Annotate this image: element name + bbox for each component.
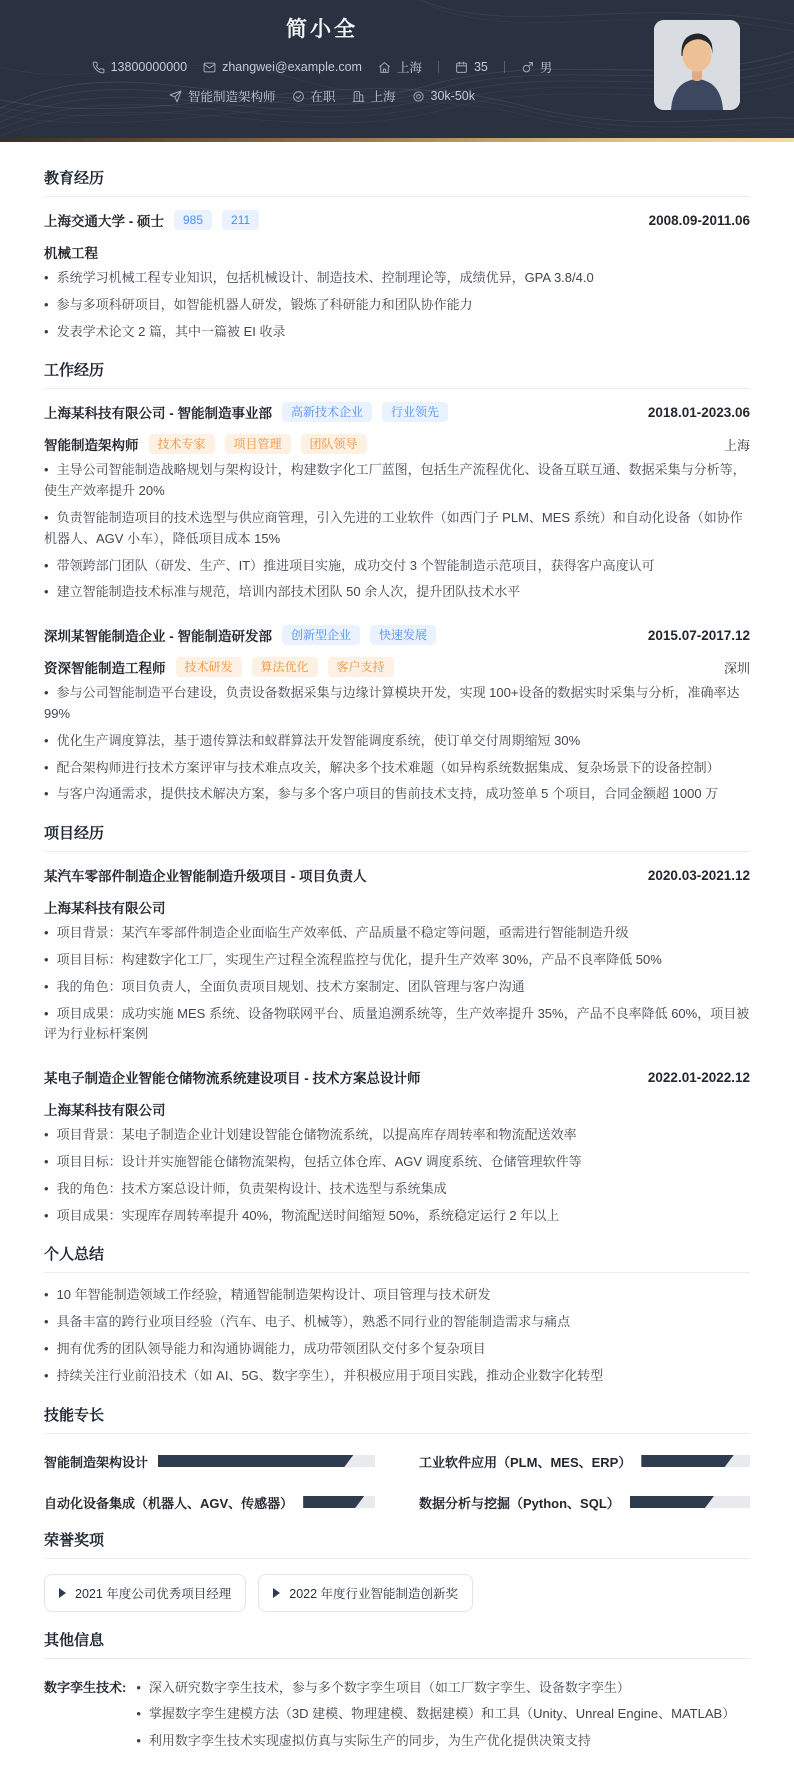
company-badge: 创新型企业 [282,625,360,645]
gender-value: 男 [539,61,553,75]
play-icon [273,1588,280,1598]
summary-bullet: • 拥有优秀的团队领导能力和沟通协调能力，成功带领团队交付多个复杂项目 [44,1339,750,1360]
section-title-education: 教育经历 [44,170,750,197]
work-city-value: 上海 [370,90,396,104]
project-company: 上海某科技有限公司 [44,901,166,917]
contact-separator [504,61,505,73]
major: 机械工程 [44,246,98,261]
job-intention [169,87,276,105]
building-icon [352,90,365,103]
honor-badge [258,1574,473,1612]
job-status [292,87,336,105]
education-bullet: • 系统学习机械工程专业知识，包括机械设计、制造技术、控制理论等，成绩优异，GPA 3.8/4.0 [44,268,750,289]
gender-icon [521,61,534,74]
skill-label: 智能制造架构设计 [44,1454,149,1470]
education-bullet: • 参与多项科研项目，如智能机器人研发，锻炼了科研能力和团队协作能力 [44,295,750,316]
contact-email [203,60,362,74]
work-bullet: • 优化生产调度算法，基于遗传算法和蚁群算法开发智能调度系统，使订单交付周期缩短 30% [44,731,750,752]
contact-phone [92,60,187,74]
work-bullet: • 参与公司智能制造平台建设，负责设备数据采集与边缘计算模块开发，实现 100+设备的数据实时采集与分析，准确率达 99% [44,683,750,725]
section-title-honors: 荣誉奖项 [44,1532,750,1559]
job-title: 资深智能制造工程师 [44,661,166,677]
candidate-name: 简小全 [286,18,358,41]
other-info-group [44,1672,750,1752]
project-bullet: • 项目成果：成功实施 MES 系统、设备物联网平台、质量追溯系统等，生产效率提升 35%，产品不良率降低 60%，项目被评为行业标杆案例 [44,1004,750,1046]
education-bullet: • 发表学术论文 2 篇，其中一篇被 EI 收录 [44,322,750,343]
job-intention-value: 智能制造架构师 [187,90,276,104]
project-bullet: • 项目成果：实现库存周转率提升 40%，物流配送时间缩短 50%，系统稳定运行 2 年以上 [44,1206,750,1227]
section-title-summary: 个人总结 [44,1246,750,1273]
summary-bullet: • 持续关注行业前沿技术（如 AI、5G、数字孪生），并积极应用于项目实践，推动企业数字化转型 [44,1366,750,1387]
paper-plane-icon [169,90,182,103]
company-name: 上海某科技有限公司 - 智能制造事业部 [44,406,272,422]
education-entry [44,210,750,342]
skill-fill [630,1496,714,1508]
expected-salary-value: 30k-50k [430,89,476,103]
company-name: 深圳某智能制造企业 - 智能制造研发部 [44,629,272,645]
other-info-bullet: • 深入研究数字孪生技术，参与多个数字孪生项目（如工厂数字孪生、设备数字孪生） [136,1678,750,1699]
other-info-bullet: • 掌握数字孪生建模方法（3D 建模、物理建模、数据建模）和工具（Unity、Unreal Engine、MATLAB） [136,1704,750,1725]
section-honors [44,1532,750,1612]
skill-fill [303,1496,364,1508]
skill-item [44,1452,375,1471]
resume-body [0,142,794,1778]
contact-age [455,60,488,74]
expected-salary [412,89,475,103]
mail-icon [203,61,216,74]
job-tag: 技术专家 [149,434,215,454]
skill-item [419,1452,750,1471]
skill-item [419,1493,750,1512]
school-name: 上海交通大学 - 硕士 [44,214,164,229]
project-date: 2022.01-2022.12 [647,1069,750,1085]
job-tag: 客户支持 [328,657,394,677]
job-tag: 团队领导 [301,434,367,454]
honor-text: 2021 年度公司优秀项目经理 [75,1586,232,1601]
contact-row-2 [0,87,644,105]
project-entry [44,865,750,1045]
work-city [352,87,396,105]
section-skills [44,1407,750,1512]
school-badge: 211 [222,210,259,230]
project-bullet: • 项目目标：设计并实施智能仓储物流架构，包括立体仓库、AGV 调度系统、仓储管理软件等 [44,1152,750,1173]
company-badge: 行业领先 [382,402,448,422]
work-bullet: • 带领跨部门团队（研发、生产、IT）推进项目实施，成功交付 3 个智能制造示范项目，获得客户高度认可 [44,556,750,577]
company-badge: 高新技术企业 [282,402,372,422]
contact-location [378,58,422,76]
skill-fill [158,1455,353,1467]
work-bullet: • 主导公司智能制造战略规划与架构设计，构建数字化工厂蓝图，包括生产流程优化、设备互联互通、数据采集与分析等，使生产效率提升 20% [44,460,750,502]
resume-header [0,0,794,138]
play-icon [59,1588,66,1598]
education-date: 2008.09-2011.06 [648,212,750,228]
work-bullet: • 配合架构师进行技术方案评审与技术难点攻关，解决多个技术难题（如异构系统数据集成、复杂场景下的设备控制） [44,758,750,779]
section-title-skills: 技能专长 [44,1407,750,1434]
other-info-label: 数字孪生技术: [44,1679,127,1695]
work-location: 深圳 [723,660,750,676]
section-other [44,1632,750,1752]
summary-bullet: • 10 年智能制造领域工作经验，精通智能制造架构设计、项目管理与技术研发 [44,1285,750,1306]
home-icon [378,61,391,74]
company-badge: 快速发展 [370,625,436,645]
project-bullet: • 项目背景：某电子制造企业计划建设智能仓储物流系统，以提高库存周转率和物流配送效率 [44,1125,750,1146]
work-bullet: • 建立智能制造技术标准与规范，培训内部技术团队 50 余人次，提升团队技术水平 [44,582,750,603]
project-name: 某汽车零部件制造企业智能制造升级项目 - 项目负责人 [44,869,367,885]
contact-row-1 [0,58,644,76]
phone-value: 13800000000 [110,60,188,74]
skill-bar [158,1455,375,1467]
project-date: 2020.03-2021.12 [647,867,750,883]
section-work [44,362,750,805]
honor-text: 2022 年度行业智能制造创新奖 [289,1586,459,1601]
skill-fill [641,1455,733,1467]
project-bullet: • 项目背景：某汽车零部件制造企业面临生产效率低、产品质量不稳定等问题，亟需进行智能制造升级 [44,923,750,944]
age-value: 35 [473,60,488,74]
work-location: 上海 [723,437,750,453]
section-title-other: 其他信息 [44,1632,750,1659]
work-date: 2018.01-2023.06 [647,404,750,420]
work-bullet: • 与客户沟通需求，提供技术解决方案，参与多个客户项目的售前技术支持，成功签单 5 个项目，合同金额超 1000 万 [44,784,750,805]
work-entry [44,625,750,805]
phone-icon [92,61,105,74]
work-date: 2015.07-2017.12 [647,627,750,643]
work-bullet: • 负责智能制造项目的技术选型与供应商管理，引入先进的工业软件（如西门子 PLM、MES 系统）和自动化设备（如协作机器人、AGV 小车），降低项目成本 15% [44,508,750,550]
summary-bullet: • 具备丰富的跨行业项目经验（汽车、电子、机械等），熟悉不同行业的智能制造需求与痛点 [44,1312,750,1333]
school-badge: 985 [174,210,212,230]
profile-photo [654,20,740,110]
project-bullet: • 项目目标：构建数字化工厂，实现生产过程全流程监控与优化，提升生产效率 30%，产品不良率降低 50% [44,950,750,971]
job-status-icon [292,90,305,103]
job-tag: 算法优化 [252,657,318,677]
contact-gender [521,58,553,76]
skill-item [44,1493,375,1512]
skill-bar [641,1455,750,1467]
age-icon [455,61,468,74]
section-summary [44,1246,750,1386]
skill-label: 数据分析与挖掘（Python、SQL） [419,1495,620,1511]
skill-label: 工业软件应用（PLM、MES、ERP） [419,1454,632,1470]
project-bullet: • 我的角色：技术方案总设计师，负责架构设计、技术选型与系统集成 [44,1179,750,1200]
skill-label: 自动化设备集成（机器人、AGV、传感器） [44,1495,294,1511]
job-tag: 技术研发 [176,657,242,677]
section-title-projects: 项目经历 [44,825,750,852]
section-title-work: 工作经历 [44,362,750,389]
location-value: 上海 [396,61,422,75]
salary-icon [412,90,425,103]
avatar-placeholder [654,20,740,110]
project-company: 上海某科技有限公司 [44,1103,166,1119]
email-value: zhangwei@example.com [222,60,362,74]
work-entry [44,402,750,603]
section-projects [44,825,750,1226]
skill-bar [303,1496,375,1508]
project-entry [44,1067,750,1226]
job-title: 智能制造架构师 [44,438,139,454]
job-status-value: 在职 [310,90,336,104]
project-name: 某电子制造企业智能仓储物流系统建设项目 - 技术方案总设计师 [44,1071,421,1087]
honor-badge [44,1574,246,1612]
other-info-bullet: • 利用数字孪生技术实现虚拟仿真与实际生产的同步，为生产优化提供决策支持 [136,1731,750,1752]
project-bullet: • 我的角色：项目负责人，全面负责项目规划、技术方案制定、团队管理与客户沟通 [44,977,750,998]
job-tag: 项目管理 [225,434,291,454]
section-education [44,170,750,342]
skill-bar [630,1496,750,1508]
contact-separator [438,61,439,73]
